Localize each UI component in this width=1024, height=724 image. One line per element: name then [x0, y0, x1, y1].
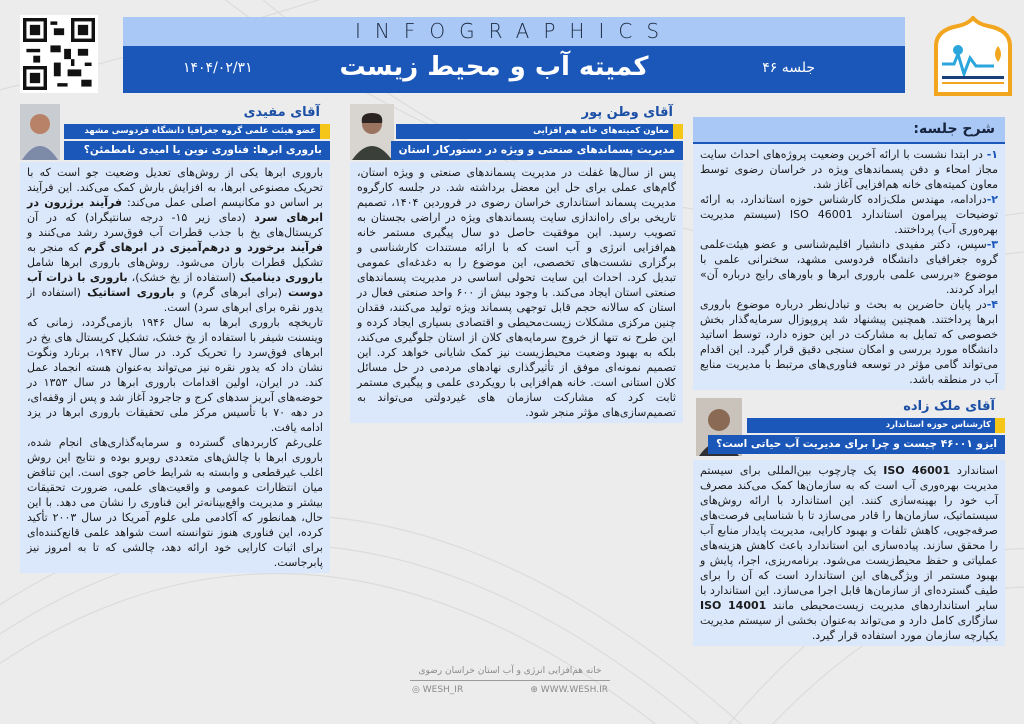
article-title: باروری ابرها: فناوری نوین یا امیدی نامطمئن؟: [64, 141, 330, 160]
speaker-role: کارشناس حوزه استاندارد: [747, 418, 1005, 433]
left-column: [20, 104, 330, 573]
social-handle: WESH_IR: [422, 685, 464, 695]
text-segment: (دمای زیر ۱۵- درجه سانتیگراد) که در آن کریستال‌های یخ با جذب قطرات آب فوق‌سرد رشد می‌کنند و: [27, 211, 323, 239]
article-body-mofidi: [20, 162, 330, 573]
paragraph: [357, 165, 676, 420]
bold-phrase: ISO 14001: [700, 599, 767, 612]
text-segment: پس از سال‌ها غفلت در مدیریت پسماندهای صنعتی و ویژه استان، گام‌های عملی برای حل این معضل برداشته شد. در جلسه کارگروه مدیریت پسماند استانداری خراسان رضوی در فروردین ۱۴۰۴، تصمیم تاریخی برای راه‌اندازی سایت پسماندهای ویژه در اراضی بجستان به تصویب رسید. این موفقیت حاصل دو سال پیگیری مستمر خانه هم‌افزایی انرژی و آب است که با ارائه مستندات کارشناسی و برگزاری نشست‌های تخصصی، این موضوع را به دغدغه‌ای عمومی تبدیل کرد. احداث این سایت تحولی اساسی در مدیریت پسماندهای صنعتی استان ایجاد می‌کند. با وجود بیش از ۶۰۰ واحد صنعتی فعال در استان که سالانه حجم قابل توجهی پسماند ویژه تولید می‌کنند، فقدان چنین مرکزی مشکلات زیست‌محیطی و اقتصادی بسیاری ایجاد کرده و این طرح نه تنها از خروج سرمایه‌های کلان از استان جلوگیری می‌کند، بلکه به بهبود وضعیت محیط‌زیست نیز کمک شایانی خواهد کرد. این تصمیم نمونه‌ای موفق از تأثیرگذاری نهادهای مردمی در حل مسائل کلان استانی است. خانه هم‌افزایی با رویکردی علمی و پیگیری مستمر ثابت کرد که مشارکت سازمان های غیردولتی می‌تواند به تصمیم‌سازی‌های مؤثر منجر شود.: [357, 166, 676, 419]
text-segment: (استفاده از یخ خشک)،: [127, 271, 240, 284]
text-segment: سازگاری کامل دارد و می‌تواند به‌عنوان بخشی از سیستم مدیریت یکپارچه سازمان مورد استفاده قرار گیرد.: [700, 614, 998, 642]
bold-phrase: ISO 46001: [883, 464, 951, 477]
right-column: [693, 117, 1005, 646]
bold-phrase: باروری استاتیک: [87, 286, 175, 299]
website-link[interactable]: [530, 685, 608, 695]
instagram-icon: ◎: [412, 685, 420, 695]
item-number: ۱-: [986, 148, 998, 161]
item-number: ۲-: [986, 193, 998, 206]
text-segment: تاریخچه باروری ابرها به سال ۱۹۴۶ بازمی‌گردد، زمانی که وینسنت شیفر با استفاده از یخ خشک، تشکیل کریستال های یخ در ابرهای فوق‌سرد را تحریک کرد. در سال ۱۹۴۷، برنارد ونگوت نشان داد که یدور نقره نیز می‌تواند به‌عنوان هسته انجماد عمل کند. در ایران، اولین اقدامات باروری ابرها در سال ۱۳۵۳ در حوضه‌های آبریز سدهای کرج و جاجرود آغاز شد و پس از وقفه‌ای، در دهه ۷۰ با تأسیس مرکز ملی تحقیقات باروری ابرها در یزد ادامه یافت.: [27, 316, 323, 434]
session-date: ۱۴۰۴/۰۲/۳۱: [183, 60, 253, 76]
speaker-name: آقای ملک زاده: [903, 399, 995, 414]
item-text: درادامه، مهندس ملک‌زاده کارشناس حوزه استاندارد، به ارائه توضیحات پیرامون استاندارد ISO 46001 (سیستم مدیریت بهره‌وری آب) پرداختند.: [700, 193, 999, 236]
paragraph: [27, 315, 323, 435]
paragraph: [27, 435, 323, 570]
text-segment: علی‌رغم کاربردهای گسترده و سرمایه‌گذاری‌های انجام شده، باروری ابرها با چالش‌های متعددی روبرو بوده و نتایج این روش اغلب غیرقطعی و وابسته به شرایط خاص جوی است. این تناقض میان انتظارات عمومی و واقعیت‌های علمی، ضرورت تحقیقات بیشتر و مدیریت واقع‌بینانه‌تر این فناوری را نشان می دهد. با این حال، همانطور که آکادمی ملی علوم آمریکا در سال ۲۰۰۳ تأکید کرده، این فناوری هنوز نتوانسته است شواهد علمی قانع‌کننده‌ای برای اثبات کارایی خود ارائه دهد، چالشی که تا به امروز نیز پابرجاست.: [27, 436, 323, 569]
person-avatar-icon: [350, 104, 394, 160]
session-number: جلسه ۴۶: [762, 60, 815, 76]
title-banner: [123, 46, 905, 93]
summary-box: [693, 144, 1005, 390]
item-number: ۳-: [986, 238, 998, 251]
footer-divider: [410, 680, 610, 681]
article-body-malekzadeh: [693, 460, 1005, 646]
speaker-photo: [350, 104, 394, 160]
globe-icon: ⊕: [530, 685, 538, 695]
article-body-vatanpour: [350, 162, 683, 423]
bold-phrase: فرآیند برخورد و درهم‌آمیزی در ابرهای گرم: [84, 241, 323, 254]
bold-phrase: فرآیند برژرون در ابرهای سرد: [27, 196, 323, 224]
summary-item: [700, 297, 998, 387]
speaker-mofidi: [20, 104, 330, 162]
text-segment: (برای ابرهای گرم) و: [174, 286, 289, 299]
article-title: ایزو ۴۶۰۰۱ چیست و چرا برای مدیریت آب حیاتی است؟: [708, 435, 1005, 454]
text-segment: باروری ابرها یکی از روش‌های تعدیل وضعیت جو است که با تحریک مصنوعی ابرها، به افزایش بارش کمک می‌کند. این فرآیند بر اساس دو مکانیسم اصلی عمل می‌کند:: [27, 166, 323, 209]
organization-logo: [928, 16, 1018, 98]
summary-item: [700, 237, 998, 297]
bold-phrase: باروری دینامیک: [239, 271, 323, 284]
speaker-role: معاون کمیته‌های خانه هم افزایی: [396, 124, 683, 139]
paragraph: [27, 165, 323, 315]
bold-phrase: باروری با ذرات آب دوست: [27, 271, 323, 299]
speaker-photo: [20, 104, 60, 160]
item-number: ۴-: [986, 298, 998, 311]
item-text: سپس، دکتر مفیدی دانشیار اقلیم‌شناسی و عضو هیئت‌علمی گروه جغرافیای دانشگاه فردوسی مشهد، سخنرانی علمی با موضوع «بررسی علمی باروری ابرها و باورهای رایج درباره آن» ایراد کردند.: [700, 238, 998, 296]
summary-item: [700, 192, 998, 237]
social-link[interactable]: [412, 685, 463, 695]
speaker-malekzadeh: [693, 398, 1005, 458]
infographics-banner: INFOGRAPHICS: [123, 17, 905, 46]
item-text: در ابتدا نشست با ارائه آخرین وضعیت پروژه‌های احداث سایت مجاز امحاء و دفن پسماندهای ویژه در خراسان رضوی توسط معاون کمیته‌های خانه هم‌افزایی آغاز شد.: [700, 148, 998, 191]
middle-column: [350, 104, 683, 423]
speaker-vatanpour: [350, 104, 683, 162]
text-segment: یک چارچوب بین‌المللی برای سیستم مدیریت بهره‌وری آب است که به سازمان‌ها کمک می‌کند مصرف آب خود را بهینه‌سازی کنند. این استاندارد با ارائه روش‌های سیستماتیک، سازمان‌ها را قادر می‌سازد تا با شناسایی فرصت‌های صرفه‌جویی، کاهش تلفات و بهبود کارایی، مدیریت پایدار منابع آب را محقق سازند. پیاده‌سازی این استاندارد باعث کاهش هزینه‌های عملیاتی و حفظ محیط‌زیست می‌شود. برنامه‌ریزی، اجرا، پایش و بهبود مستمر از ویژگی‌های این استاندارد است که آن را برای طیف گسترده‌ای از سازمان‌ها قابل اجرا می‌سازد. این استاندارد با سایر استانداردهای مدیریت زیست‌محیطی مانند: [700, 464, 998, 612]
text-segment: که منجر به تشکیل قطرات باران می‌شود. روش‌های باروری ابرها شامل: [27, 241, 323, 269]
speaker-name: آقای وطن پور: [581, 105, 673, 120]
summary-heading: شرح جلسه:: [693, 117, 1005, 144]
qr-code[interactable]: [20, 15, 98, 93]
footer-org: خانه هم‌افزایی انرژی و آب استان خراسان رضوی: [418, 666, 602, 676]
footer: [400, 666, 620, 695]
text-segment: (استفاده از یدور نقره برای ابرهای سرد) است.: [27, 286, 323, 314]
paragraph: [700, 463, 998, 643]
text-segment: استاندارد: [950, 464, 998, 477]
qr-code-icon: [23, 18, 95, 90]
item-text: در پایان حاضرین به بحث و تبادل‌نظر درباره موضوع باروری ابرها پرداختند. همچنین پیشنهاد شد پروپوزال سرمایه‌گذار بخش خصوصی که تمایل به مشارکت در این حوزه دارد، توسط اساتید دانشگاه مورد بررسی و امکان سنجی دقیق قرار گیرد. این اقدام می‌تواند گامی مؤثر در توسعه فناوری‌های مرتبط با مدیریت منابع آب در منطقه باشد.: [700, 298, 998, 386]
speaker-name: آقای مفیدی: [243, 105, 320, 120]
person-avatar-icon: [20, 104, 60, 160]
summary-item: [700, 147, 998, 192]
page-title: کمیته آب و محیط زیست: [339, 52, 649, 82]
speaker-role: عضو هیئت علمی گروه جغرافیا دانشگاه فردوسی مشهد: [64, 124, 330, 139]
website-url: WWW.WESH.IR: [540, 685, 608, 695]
article-title: مدیریت پسماندهای صنعتی و ویژه در دستورکار استان: [391, 141, 683, 160]
